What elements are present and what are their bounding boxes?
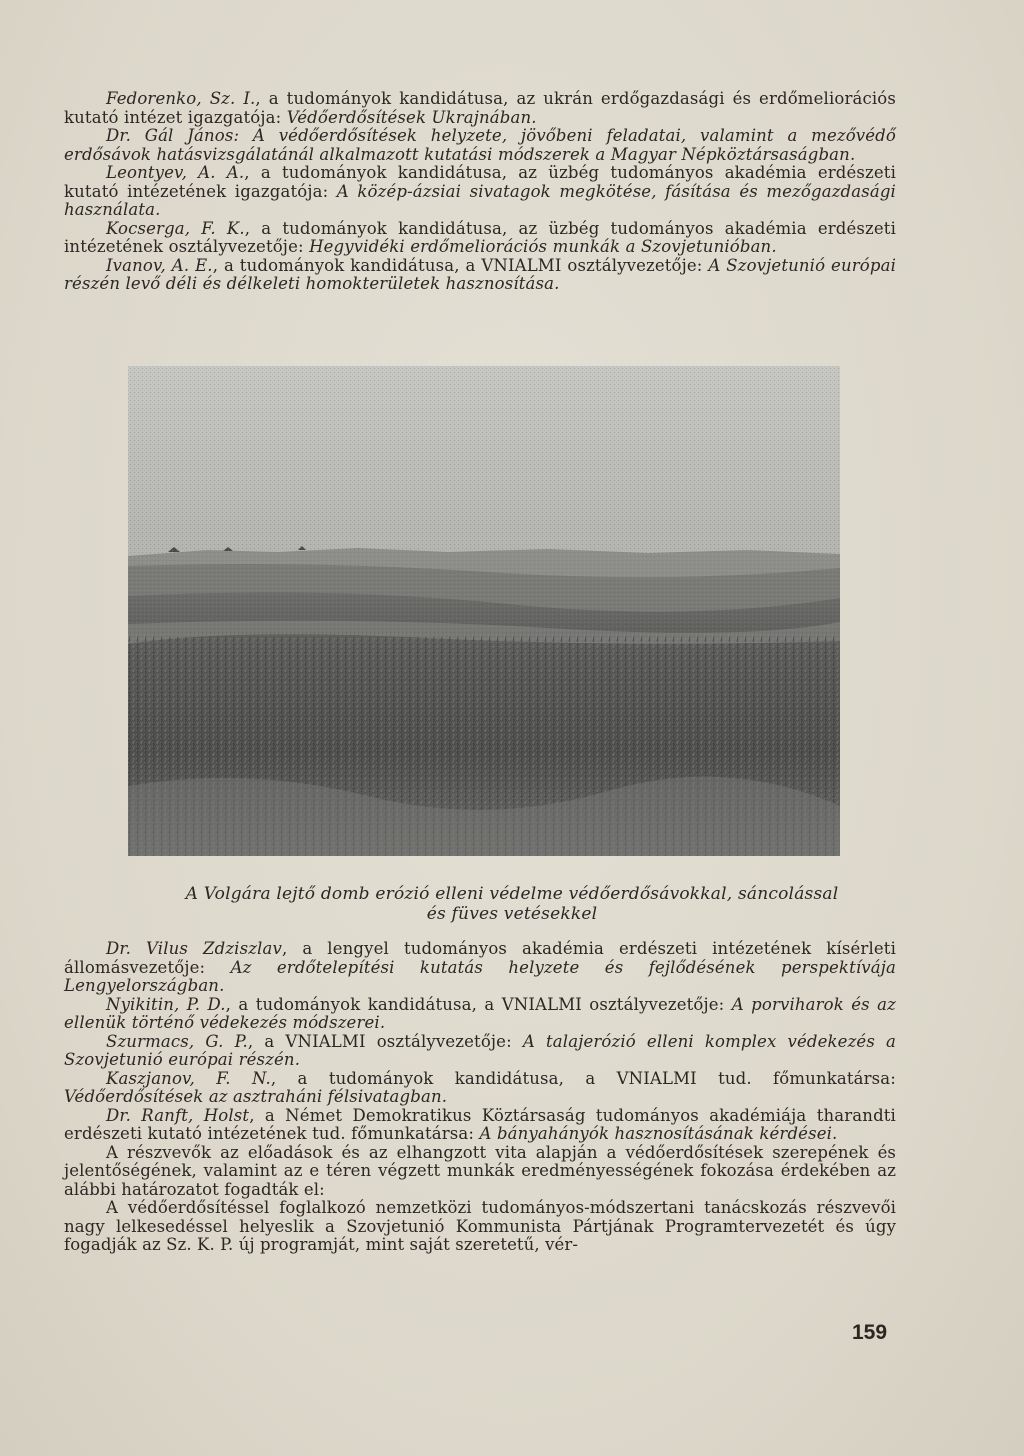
entry-title: Hegyvidéki erdőmeliorációs munkák a Szovjetunióban. (309, 237, 777, 256)
entry-title: A bányahányók hasznosításának kérdései. (479, 1124, 838, 1143)
landscape-photo-image (128, 366, 840, 856)
entry-role: , a tudományok kandidátusa, a VNIALMI tud. főmunkatársa: (270, 1068, 896, 1088)
entry-leontyev (64, 164, 896, 220)
entry-title: A talajerózió elleni komplex védekezés a Szovjetunió európai részén. (64, 1031, 896, 1069)
entry-fedorenko (64, 90, 896, 127)
entry-author: Ivanov, A. E. (106, 255, 213, 275)
entry-title: Védőerdősítések az asztraháni félsivatagban. (64, 1087, 448, 1106)
entry-author: Szurmacs, G. P. (106, 1031, 248, 1051)
entry-author: Nyikitin, P. D. (106, 994, 226, 1014)
entry-kaszjanov (64, 1070, 896, 1107)
entry-kocserga (64, 220, 896, 257)
entry-role: , a VNIALMI osztályvezetője: (247, 1031, 523, 1051)
entry-role: , a Német Demokratikus Köztársaság tudományos akadémiája tharandti erdészeti kutató intézetének tud. főmunkatársa: (64, 1105, 896, 1143)
entry-vilus (64, 940, 896, 996)
entry-author: Kaszjanov, F. N. (106, 1068, 271, 1088)
photo-caption-line-2: és füves vetésekkel (426, 904, 598, 924)
resolution-intro-paragraph: A részvevők az előadások és az elhangzott vita alapján a védőerdősítések szerepének és jelentőségének, valamint az e téren végzett munkák eredményességének fokozása érdekében az alábbi határozatot fogadták el: (64, 1142, 896, 1199)
entry-title: A közép-ázsiai sivatagok megkötése, fásítása és mezőgazdasági használata. (64, 181, 896, 219)
entry-ivanov (64, 257, 896, 294)
entry-gal (64, 127, 896, 164)
resolution-paragraph: A védőerdősítéssel foglalkozó nemzetközi tudományos-módszertani tanácskozás részvevői nagy lelkesedéssel helyeslik a Szovjetunió Kommunista Pártjának Programtervezetét és úgy fogadják az Sz. K. P. új programját, mint saját szeretetű, vér- (64, 1198, 896, 1254)
entry-role: , a lengyel tudományos akadémia erdészeti intézetének kísérleti állomásvezetője: (64, 939, 896, 977)
entry-title: A védőerdősítések helyzete, jövőbeni feladatai, valamint a mezővédő erdősávok hatásvizsgálatánál alkalmazott kutatási módszerek a Magyar Népköztársaságban. (64, 126, 896, 164)
photo-caption-line-1: A Volgára lejtő domb erózió elleni védelme védőerdősávokkal, sáncolással (185, 884, 839, 904)
photo-caption (64, 884, 960, 924)
entry-author: Fedorenko, Sz. I. (106, 89, 256, 108)
entry-author: Dr. Vilus Zdziszlav (106, 939, 282, 958)
entry-title: A porviharok és az ellenük történő védekezés módszerei. (64, 994, 896, 1032)
entry-ranft (64, 1107, 896, 1144)
entry-role (239, 126, 253, 145)
entry-nyikitin (64, 996, 896, 1033)
entry-author: Dr. Ranft, Holst (106, 1105, 250, 1125)
entry-title: Az erdőtelepítési kutatás helyzete és fejlődésének perspektívája Lengyelországban. (64, 957, 896, 995)
page-number: 159 (852, 1321, 888, 1344)
entry-role: , a tudományok kandidátusa, a VNIALMI osztályvezetője: (212, 255, 709, 275)
top-entries-block (64, 90, 896, 294)
entry-role: , a tudományok kandidátusa, az ukrán erdőgazdasági és erdőmeliorációs kutató intézet igazgatója: (64, 89, 896, 127)
bottom-entries-block (64, 940, 896, 1255)
entry-szurmacs (64, 1033, 896, 1070)
entry-role: , a tudományok kandidátusa, az üzbég tudományos akadémia erdészeti kutató intézetének igazgatója: (64, 163, 897, 201)
landscape-photo (128, 366, 840, 856)
entry-title: A Szovjetunió európai részén levő déli és délkeleti homokterületek hasznosítása. (64, 255, 896, 293)
entry-role: , a tudományok kandidátusa, az üzbég tudományos akadémia erdészeti intézetének osztályvezetője: (64, 218, 896, 256)
entry-role: , a tudományok kandidátusa, a VNIALMI osztályvezetője: (225, 994, 732, 1014)
entry-title: Védőerdősítések Ukrajnában. (286, 107, 537, 127)
entry-author: Leontyev, A. A. (106, 163, 245, 182)
entry-author: Kocserga, F. K. (106, 218, 245, 238)
entry-author: Dr. Gál János: (106, 126, 240, 145)
